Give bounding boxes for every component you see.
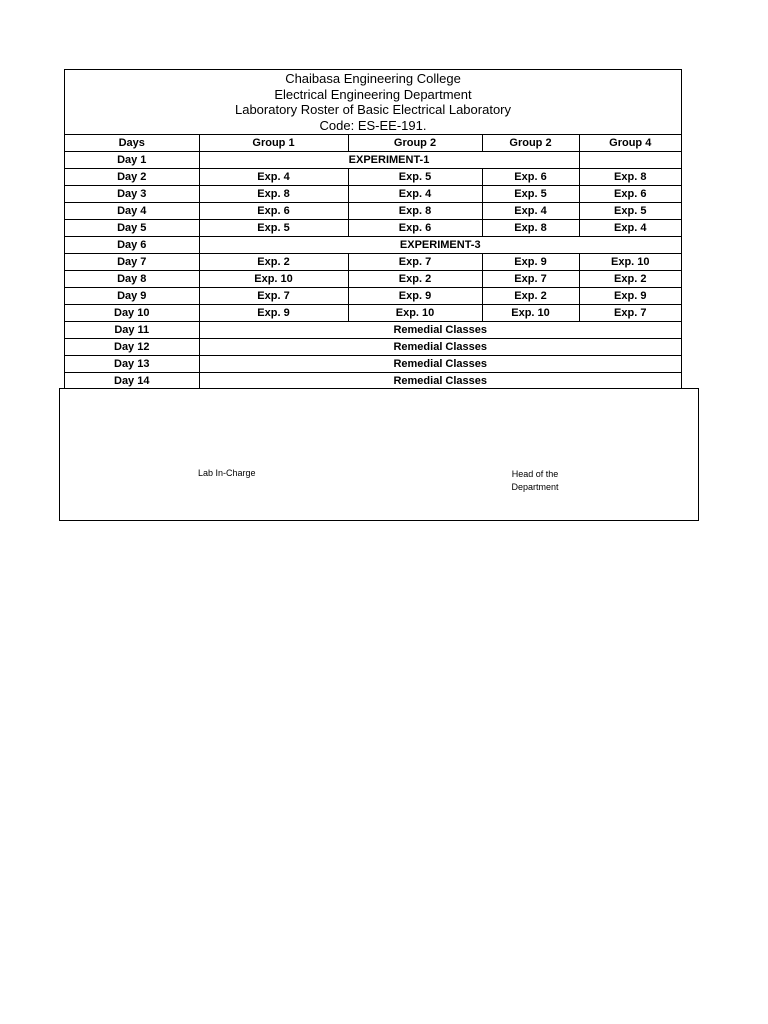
experiment-cell: Exp. 10: [348, 305, 482, 322]
experiment-cell: Exp. 4: [199, 169, 348, 186]
day-cell: Day 2: [65, 169, 199, 186]
experiment-cell: Exp. 5: [579, 203, 681, 220]
experiment-cell: Exp. 6: [579, 186, 681, 203]
column-header-days: Days: [65, 135, 199, 152]
roster-title: Laboratory Roster of Basic Electrical Laboratory: [234, 102, 511, 117]
experiment-cell: Exp. 8: [348, 203, 482, 220]
day-cell: Day 8: [65, 271, 199, 288]
day-cell: Day 11: [65, 322, 199, 339]
table-row: [65, 305, 681, 322]
hod-label-line-2: Department: [511, 481, 559, 492]
experiment-cell: Exp. 6: [482, 169, 579, 186]
day-cell: Day 9: [65, 288, 199, 305]
experiment-cell: Exp. 9: [348, 288, 482, 305]
experiment-cell: Exp. 2: [482, 288, 579, 305]
day-cell: Day 4: [65, 203, 199, 220]
roster-grid: [65, 135, 681, 389]
merged-activity-cell: Remedial Classes: [393, 374, 488, 387]
experiment-cell: Exp. 7: [482, 271, 579, 288]
course-code: Code: ES-EE-191.: [319, 117, 427, 133]
experiment-cell: Exp. 8: [482, 220, 579, 237]
experiment-cell: Exp. 4: [348, 186, 482, 203]
table-row: [65, 373, 681, 390]
experiment-cell: Exp. 2: [199, 254, 348, 271]
day-cell: Day 5: [65, 220, 199, 237]
hod-label-line-1: Head of the: [511, 469, 559, 479]
table-row: [65, 237, 681, 254]
merged-activity-cell: Remedial Classes: [199, 356, 681, 373]
experiment-cell: Exp. 9: [482, 254, 579, 271]
column-header-group-4: Group 4: [579, 135, 681, 152]
lab-in-charge-signature-label: Lab In-Charge: [198, 468, 256, 478]
experiment-cell: Exp. 7: [199, 288, 348, 305]
table-row: [65, 288, 681, 305]
merged-activity-cell: Remedial Classes: [199, 322, 681, 339]
column-header-group-1: Group 1: [199, 135, 348, 152]
day-cell: Day 13: [65, 356, 199, 373]
day-cell: Day 12: [65, 339, 199, 356]
experiment-cell: Exp. 5: [199, 220, 348, 237]
day-cell: Day 6: [65, 237, 199, 254]
department-name: Electrical Engineering Department: [274, 86, 472, 102]
day-cell: Day 10: [65, 305, 199, 322]
roster-header: [65, 70, 681, 135]
roster-table-container: [64, 69, 682, 390]
experiment-cell: Exp. 10: [199, 271, 348, 288]
table-row: [65, 220, 681, 237]
experiment-cell: Exp. 9: [579, 288, 681, 305]
merged-activity-cell: Remedial Classes: [199, 339, 681, 356]
table-row: [65, 152, 681, 169]
experiment-cell: Exp. 7: [579, 305, 681, 322]
day-cell: Day 3: [65, 186, 199, 203]
experiment-cell: Exp. 5: [482, 186, 579, 203]
table-row: [65, 169, 681, 186]
experiment-cell: Exp. 4: [482, 203, 579, 220]
day-cell: Day 1: [65, 152, 199, 169]
experiment-cell: Exp. 4: [579, 220, 681, 237]
college-name: Chaibasa Engineering College: [285, 71, 461, 86]
experiment-cell: Exp. 8: [579, 169, 681, 186]
experiment-cell: Exp. 6: [348, 220, 482, 237]
table-row: [65, 356, 681, 373]
table-row: [65, 203, 681, 220]
experiment-cell: Exp. 7: [348, 254, 482, 271]
experiment-cell: Exp. 10: [579, 254, 681, 271]
experiment-cell: Exp. 6: [199, 203, 348, 220]
experiment-cell: Exp. 10: [482, 305, 579, 322]
experiment-cell: Exp. 9: [199, 305, 348, 322]
table-row: [65, 339, 681, 356]
experiment-cell: Exp. 2: [348, 271, 482, 288]
table-row: [65, 322, 681, 339]
experiment-cell: Exp. 2: [579, 271, 681, 288]
day-cell: Day 14: [65, 373, 199, 390]
merged-activity-cell: EXPERIMENT-1: [199, 152, 579, 169]
signature-box: [59, 388, 699, 521]
column-header-row: [65, 135, 681, 152]
day-cell: Day 7: [65, 254, 199, 271]
table-row: [65, 186, 681, 203]
column-header-group-2: Group 2: [348, 135, 482, 152]
head-of-department-signature-label: [508, 468, 562, 493]
experiment-cell: Exp. 8: [199, 186, 348, 203]
table-row: [65, 254, 681, 271]
empty-cell: [579, 152, 681, 169]
column-header-group-3: Group 2: [482, 135, 579, 152]
merged-activity-cell: EXPERIMENT-3: [199, 237, 681, 254]
roster-grid-body: [65, 135, 681, 389]
experiment-cell: Exp. 5: [348, 169, 482, 186]
table-row: [65, 271, 681, 288]
